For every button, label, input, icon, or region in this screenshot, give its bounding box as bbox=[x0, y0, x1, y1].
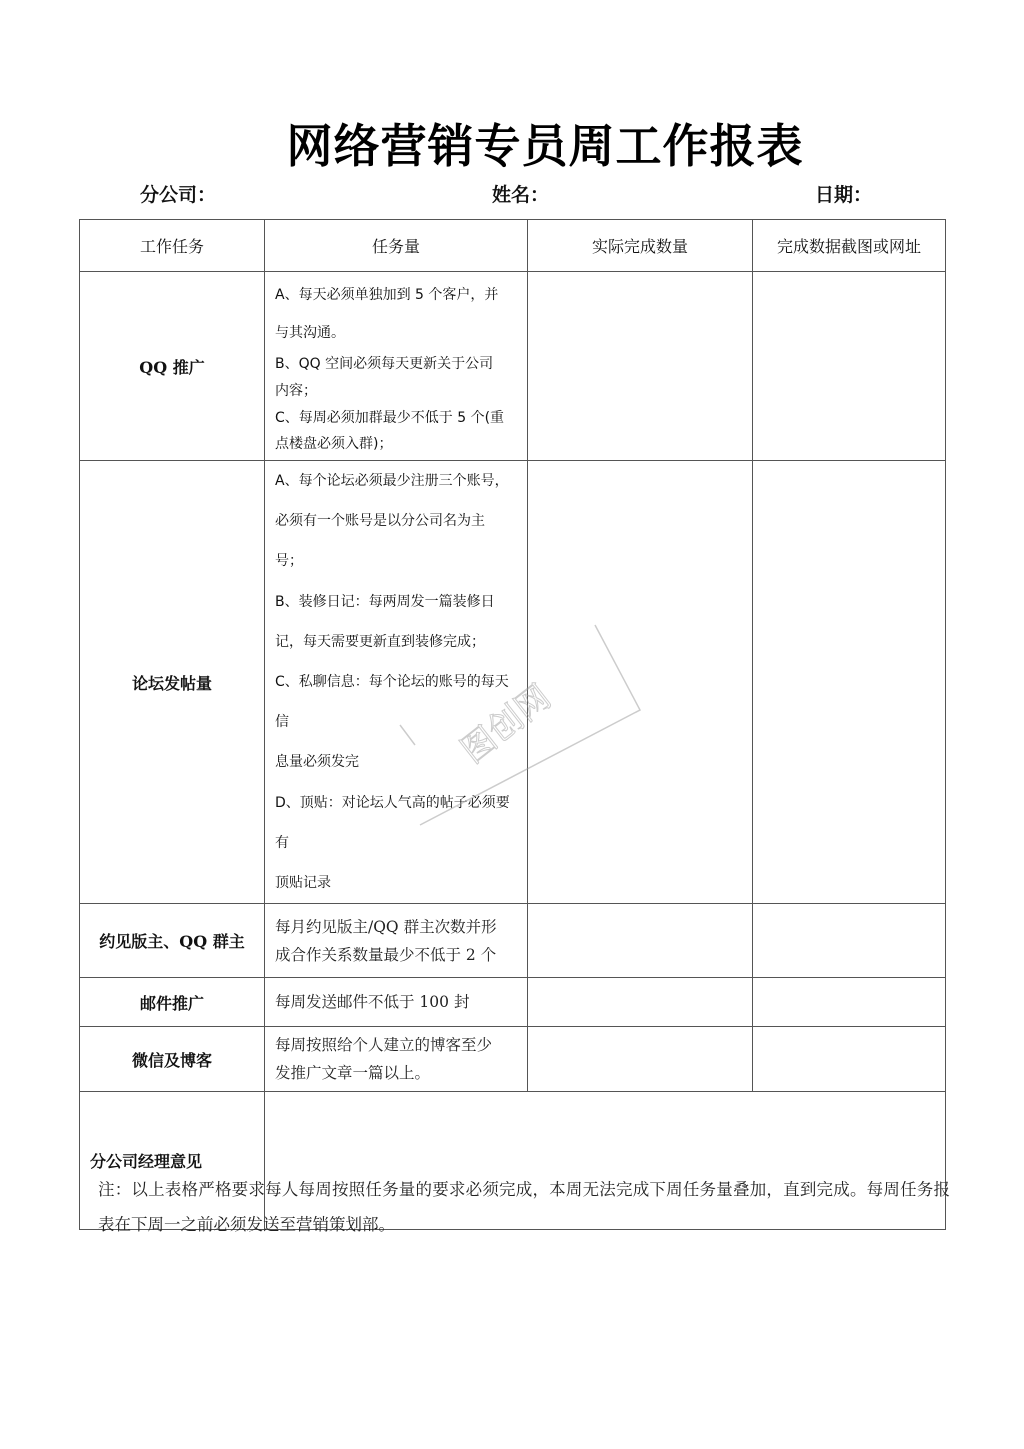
task-line: C、每周必须加群最少不低于 5 个(重 bbox=[275, 410, 505, 426]
header-task-quantity: 任务量 bbox=[265, 220, 528, 272]
actual-completed-cell[interactable] bbox=[528, 904, 753, 978]
table-row bbox=[80, 978, 946, 1027]
task-line: 每周发送邮件不低于 100 封 bbox=[275, 993, 470, 1012]
table-row bbox=[80, 272, 946, 461]
actual-completed-cell[interactable] bbox=[528, 978, 753, 1027]
table-row bbox=[80, 904, 946, 978]
task-line: D、顶贴：对论坛人气高的帖子必须要有 bbox=[275, 794, 510, 851]
task-name-email: 邮件推广 bbox=[80, 978, 265, 1027]
task-line: 内容； bbox=[275, 383, 317, 399]
page-title: 网络营销专员周工作报表 bbox=[286, 119, 804, 173]
task-line: B、装修日记：每两周发一篇装修日 bbox=[275, 593, 495, 610]
company-label: 分公司： bbox=[140, 184, 217, 206]
actual-completed-cell[interactable] bbox=[528, 461, 753, 904]
task-line: 记，每天需要更新直到装修完成； bbox=[275, 633, 485, 650]
manager-opinion-label: 分公司经理意见 bbox=[80, 1092, 265, 1230]
screenshot-url-cell[interactable] bbox=[753, 461, 946, 904]
header-work-task: 工作任务 bbox=[80, 220, 265, 272]
task-quantity-email bbox=[265, 978, 528, 1027]
actual-completed-cell[interactable] bbox=[528, 272, 753, 461]
name-label: 姓名： bbox=[492, 184, 550, 206]
actual-completed-cell[interactable] bbox=[528, 1027, 753, 1092]
task-line: 息量必须发完 bbox=[275, 754, 359, 771]
task-name-forum: 论坛发帖量 bbox=[80, 461, 265, 904]
task-line: C、私聊信息：每个论坛的账号的每天信 bbox=[275, 674, 509, 731]
task-name-qq: QQ 推广 bbox=[80, 272, 265, 461]
task-quantity-meet-moderators bbox=[265, 904, 528, 978]
footnote: 注：以上表格严格要求每人每周按照任务量的要求必须完成，本周无法完成下周任务量叠加，直到完成。每周任务报表在下周一之前必须发送至营销策划部。 bbox=[98, 1180, 950, 1234]
task-line: 成合作关系数量最少不低于 2 个 bbox=[275, 945, 497, 964]
task-line: B、QQ 空间必须每天更新关于公司 bbox=[275, 356, 494, 372]
task-line: 顶贴记录 bbox=[275, 875, 331, 892]
task-line: 每周按照给个人建立的博客至少 bbox=[275, 1036, 493, 1055]
task-line: A、每天必须单独加到 5 个客户，并 bbox=[275, 287, 499, 303]
task-line: 每月约见版主/QQ 群主次数并形 bbox=[275, 917, 497, 936]
task-quantity-forum bbox=[265, 461, 528, 904]
screenshot-url-cell[interactable] bbox=[753, 1027, 946, 1092]
table-header-row bbox=[80, 220, 946, 272]
table-row bbox=[80, 1027, 946, 1092]
table-row bbox=[80, 461, 946, 904]
task-line: 必须有一个账号是以分公司名为主 bbox=[275, 513, 485, 530]
task-name-wechat-blog: 微信及博客 bbox=[80, 1027, 265, 1092]
task-line: A、每个论坛必须最少注册三个账号， bbox=[275, 473, 509, 489]
task-line: 与其沟通。 bbox=[275, 325, 345, 341]
task-line: 点楼盘必须入群)； bbox=[275, 436, 393, 452]
screenshot-url-cell[interactable] bbox=[753, 272, 946, 461]
date-label: 日期： bbox=[815, 184, 873, 206]
weekly-report-table bbox=[79, 219, 946, 1230]
screenshot-url-cell[interactable] bbox=[753, 978, 946, 1027]
task-quantity-wechat-blog bbox=[265, 1027, 528, 1092]
header-actual-completed: 实际完成数量 bbox=[528, 220, 753, 272]
task-line: 发推广文章一篇以上。 bbox=[275, 1064, 431, 1083]
task-name-meet-moderators: 约见版主、QQ 群主 bbox=[80, 904, 265, 978]
task-quantity-qq bbox=[265, 272, 528, 461]
header-screenshot-or-url: 完成数据截图或网址 bbox=[753, 220, 946, 272]
watermark-text: 图创网 bbox=[453, 677, 559, 772]
screenshot-url-cell[interactable] bbox=[753, 904, 946, 978]
task-line: 号； bbox=[275, 553, 303, 570]
